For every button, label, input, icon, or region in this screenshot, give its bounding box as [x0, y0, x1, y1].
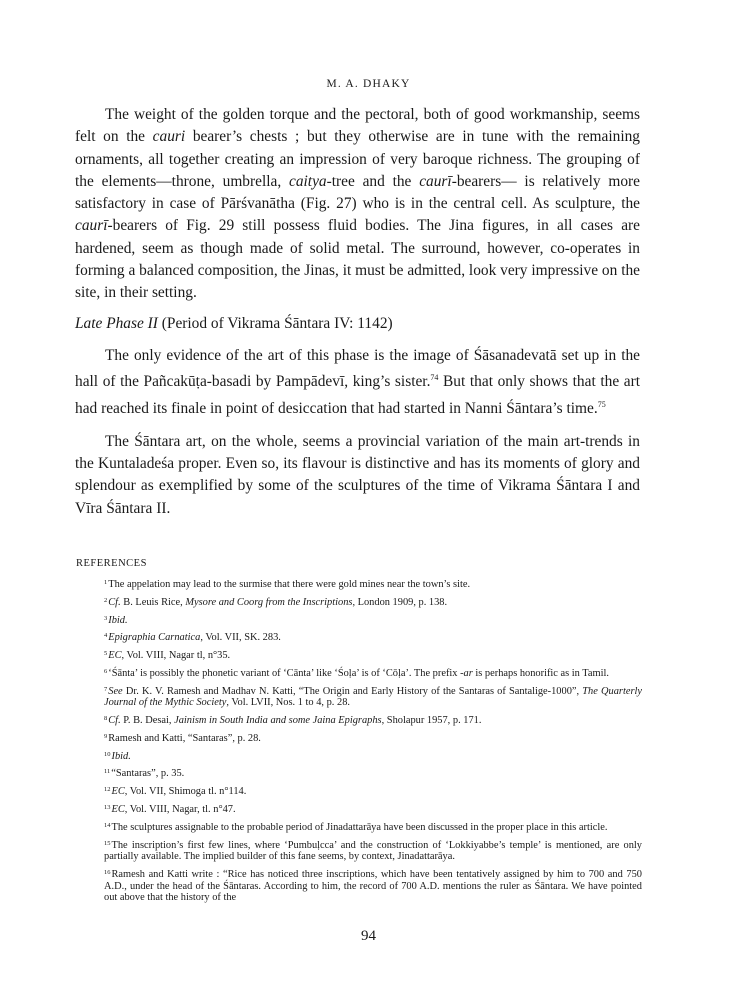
page-number: 94	[361, 928, 376, 944]
reference-item	[104, 766, 642, 780]
reference-item	[104, 577, 642, 591]
italic-term: caurī	[75, 217, 108, 235]
reference-number: 6	[104, 667, 108, 675]
reference-number: 7	[104, 685, 108, 693]
italic-term: cauri	[152, 128, 186, 146]
reference-number: 10	[104, 750, 111, 758]
reference-text: “Santaras”, p. 35.	[111, 768, 185, 780]
reference-number: 3	[104, 614, 108, 622]
reference-item	[104, 713, 642, 727]
paragraph-3: The Śāntara art, on the whole, seems a provincial variation of the main art-trends in the Kuntaladeśa proper. Even so, its flavour is distinctive and has its moments of glory and splendour as exemplified by some of the sculptures of the time of Vikrama Śāntara I and Vīra Śāntara II.	[75, 432, 640, 517]
reference-number: 11	[104, 768, 111, 776]
italic-term: caurī	[419, 172, 452, 190]
subheading-text: (Period of Vikrama Śāntara IV: 1142)	[157, 314, 393, 332]
reference-item	[104, 595, 642, 609]
reference-text: The sculptures assignable to the probable period of Jinadattarāya have been discussed in the proper place in this article.	[111, 821, 608, 833]
reference-item	[104, 613, 642, 627]
reference-text: , Vol. VII, SK. 283.	[200, 632, 281, 644]
reference-text: P. B. Desai,	[120, 715, 175, 727]
text-run: The only evidence of the art of this phase is the image of Śāsanadevatā set up in the hall of the Pañcakūṭa-basadi by Pampādevī, king’s sister.	[75, 346, 640, 391]
footnote-marker: 75	[597, 399, 606, 409]
reference-number: 8	[104, 715, 108, 723]
reference-text: , Vol. LVII, Nos. 1 to 4, p. 28.	[226, 697, 350, 709]
reference-italic: Mysore and Coorg from the Inscriptions	[185, 596, 353, 608]
text-run: bearer’s chests ; but they otherwise are in tune with the remaining ornaments, all together creating an impression of very baroque richness. The grouping of the elements—throne, umbrella,	[75, 128, 640, 190]
section-subheading	[75, 313, 640, 335]
reference-italic: The Quarterly Journal of the Mythic Society	[104, 685, 642, 709]
paragraph-1	[75, 104, 640, 305]
reference-italic: EC	[111, 803, 125, 815]
reference-italic: -ar	[460, 667, 473, 679]
reference-italic: Ibid.	[111, 750, 131, 762]
reference-item	[104, 867, 642, 904]
italic-term: caitya	[288, 172, 327, 190]
paragraph-2	[75, 345, 640, 420]
reference-number: 14	[104, 821, 111, 829]
reference-text: Ramesh and Katti, “Santaras”, p. 28.	[108, 732, 261, 744]
reference-item	[104, 802, 642, 816]
reference-item	[104, 820, 642, 834]
reference-text: is perhaps honorific as in Tamil.	[472, 667, 609, 679]
reference-number: 5	[104, 650, 108, 658]
references-heading: REFERENCES	[76, 558, 147, 569]
references-list	[104, 577, 642, 908]
reference-number: 12	[104, 786, 111, 794]
reference-italic: EC	[111, 786, 125, 798]
reference-number: 1	[104, 579, 108, 586]
reference-item	[104, 684, 642, 709]
reference-text: The appelation may lead to the surmise that there were gold mines near the town’s site.	[108, 579, 471, 590]
reference-italic: Epigraphia Carnatica	[108, 632, 201, 644]
reference-item	[104, 731, 642, 745]
running-head: M. A. DHAKY	[326, 78, 411, 90]
reference-number: 9	[104, 732, 108, 740]
reference-item	[104, 666, 642, 680]
reference-item	[104, 784, 642, 798]
reference-number: 15	[104, 839, 111, 847]
reference-text: , Sholapur 1957, p. 171.	[381, 715, 482, 727]
text-run: The weight of the golden torque and the pectoral, both of good workmanship, seems felt on the	[75, 106, 640, 146]
reference-text: ‘Śānta’ is possibly the phonetic variant of ‘Cānta’ like ‘Śoḷa’ is of ‘Cōḷa’. The prefix	[108, 667, 461, 679]
reference-item	[104, 630, 642, 644]
reference-text: , London 1909, p. 138.	[352, 596, 448, 608]
reference-text: B. Leuis Rice,	[120, 596, 186, 608]
reference-italic: EC	[108, 650, 122, 662]
reference-number: 16	[104, 868, 111, 876]
subheading-italic: Late Phase II	[75, 314, 158, 332]
reference-number: 13	[104, 803, 111, 811]
text-run: -bearers of Fig. 29 still possess fluid bodies. The Jina figures, in all cases are hardened, seem as though made of solid metal. The surround, however, co-operates in forming a balanced composition, the Jinas, it must be admitted, look very impressive on the site, in their setting.	[75, 217, 640, 302]
main-body	[75, 104, 640, 520]
text-run: -tree and the	[326, 172, 420, 190]
reference-italic: See	[108, 685, 123, 697]
reference-italic: Jainism in South India and some Jaina Epigraphs	[174, 715, 382, 727]
reference-italic: Cf.	[108, 715, 121, 727]
reference-text: , Vol. VII, Shimoga tl. n°114.	[124, 786, 247, 798]
reference-italic: Ibid.	[108, 614, 128, 626]
reference-number: 4	[104, 632, 108, 640]
reference-italic: Cf.	[108, 596, 121, 608]
reference-text: , Vol. VIII, Nagar tl, n°35.	[121, 650, 231, 662]
reference-text: The inscription’s first few lines, where ‘Pumbuḷcca’ and the construction of ‘Lokkiyabbe’s temple’ is mentioned, are only partially available. The implied builder of this fane seems, by context, Jinadattarāya.	[104, 839, 642, 863]
reference-item	[104, 648, 642, 662]
footnote-marker: 74	[430, 373, 439, 383]
reference-text: , Vol. VIII, Nagar, tl. n°47.	[124, 803, 236, 815]
reference-text: Ramesh and Katti write : “Rice has noticed three inscriptions, which have been tentatively assigned by him to 700 and 750 A.D., under the head of the Śāntaras. According to him, the record of 700 A.D. mentions the ruler as Śāntara. We have pointed out above that the history of the	[104, 868, 642, 904]
reference-text: Dr. K. V. Ramesh and Madhav N. Katti, “The Origin and Early History of the Santaras of Santalige-1000”,	[122, 685, 583, 697]
reference-item	[104, 838, 642, 863]
reference-item	[104, 749, 642, 763]
text-run: But that only shows that the art had reached its finale in point of desiccation that had started in Nanni Śāntara’s time.	[75, 373, 640, 417]
reference-number: 2	[104, 596, 108, 604]
text-run: -bearers— is relatively more satisfactory in case of Pārśvanātha (Fig. 27) who is in the central cell. As sculpture, the	[75, 172, 640, 213]
